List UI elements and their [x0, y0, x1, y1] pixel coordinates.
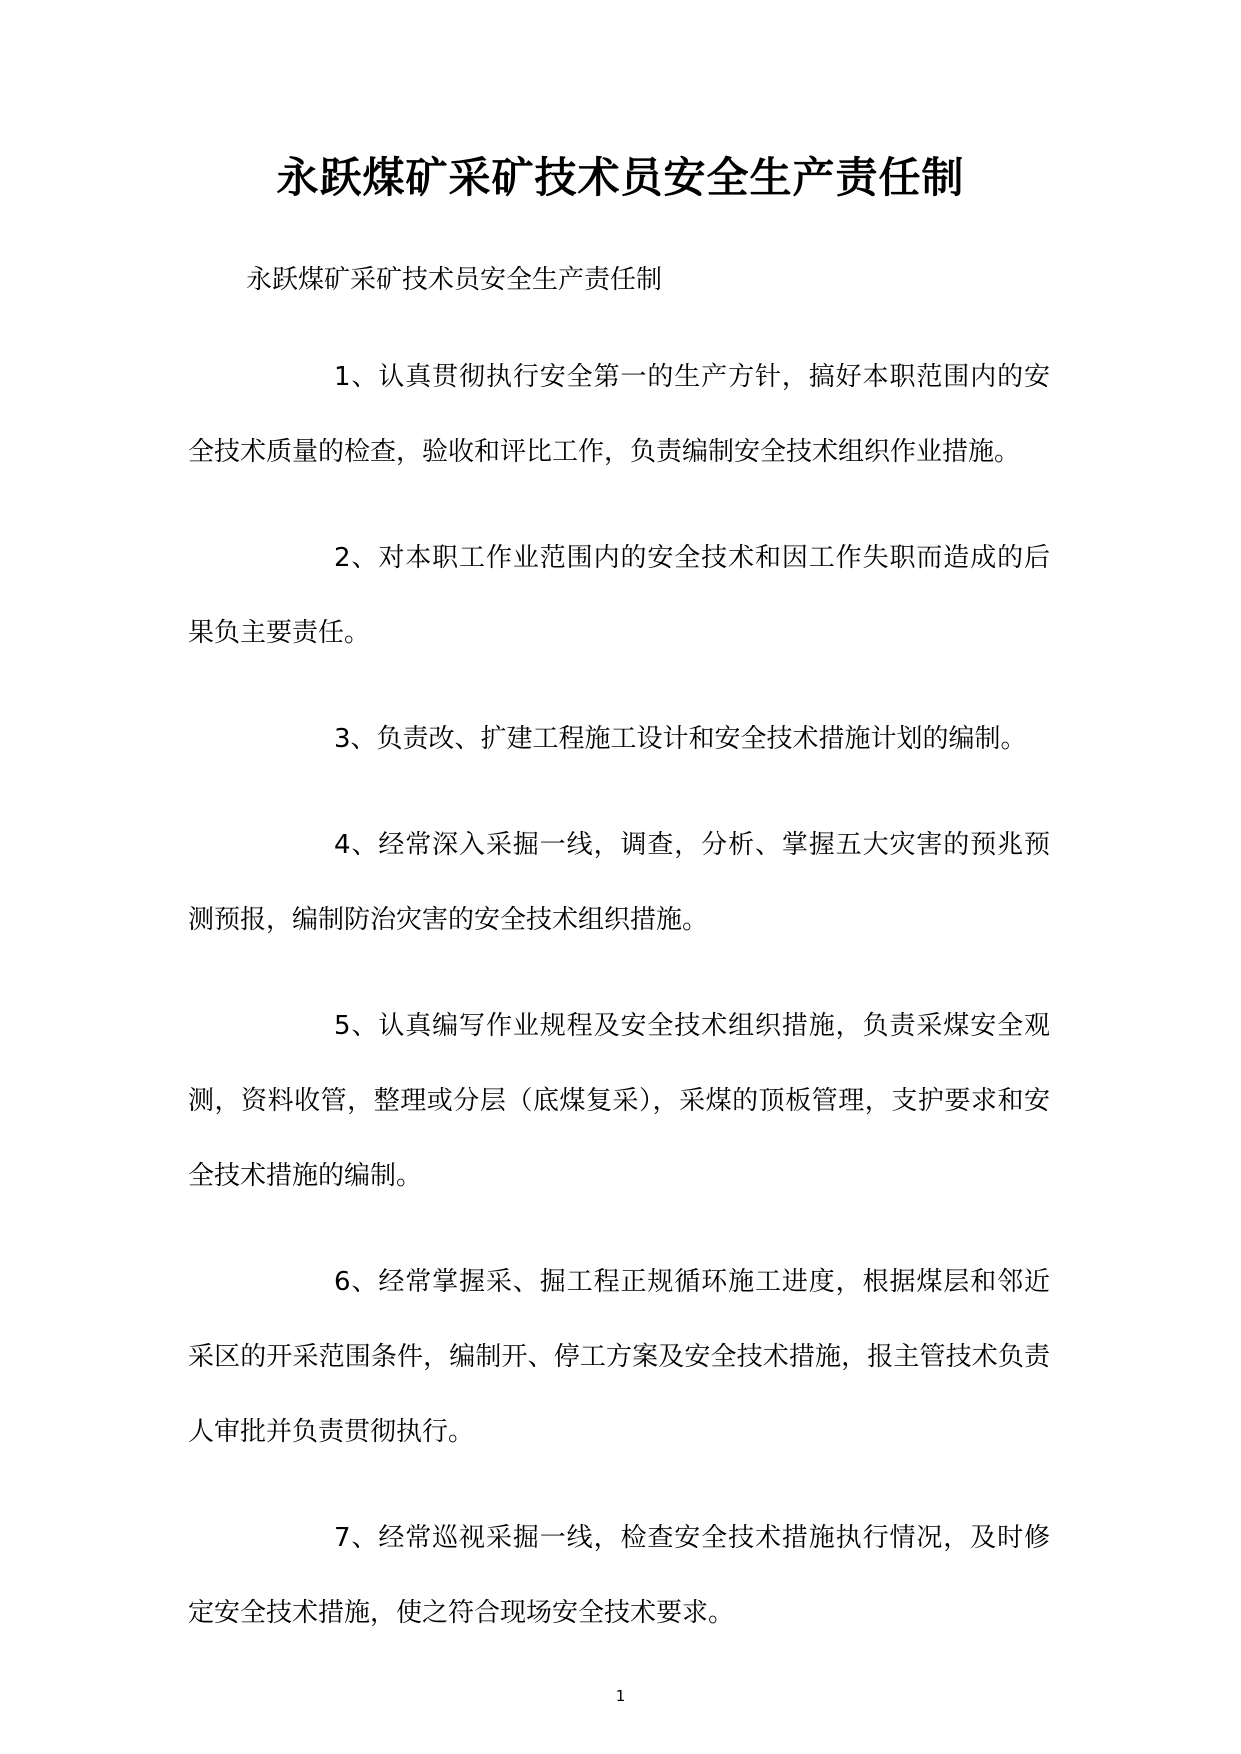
document-subtitle: 永跃煤矿采矿技术员安全生产责任制 [246, 265, 663, 295]
document-title: 永跃煤矿采矿技术员安全生产责任制 [276, 153, 965, 202]
document-body [188, 340, 1050, 1682]
paragraph-item-2: 2、对本职工作业范围内的安全技术和因工作失职而造成的后果负主要责任。 [188, 543, 1050, 648]
page-number: 1 [615, 1687, 626, 1705]
paragraph-item-1: 1、认真贯彻执行安全第一的生产方针，搞好本职范围内的安全技术质量的检查，验收和评比工作，负责编制安全技术组织作业措施。 [188, 362, 1050, 467]
paragraph-item-4: 4、经常深入采掘一线，调查，分析、掌握五大灾害的预兆预测预报，编制防治灾害的安全技术组织措施。 [188, 830, 1050, 935]
paragraph-item-3: 3、负责改、扩建工程施工设计和安全技术措施计划的编制。 [334, 724, 1027, 754]
paragraph-item-5: 5、认真编写作业规程及安全技术组织措施，负责采煤安全观测，资料收管，整理或分层（底煤复采），采煤的顶板管理，支护要求和安全技术措施的编制。 [188, 1011, 1050, 1191]
paragraph-item-7: 7、经常巡视采掘一线，检查安全技术措施执行情况，及时修定安全技术措施，使之符合现场安全技术要求。 [188, 1523, 1050, 1628]
paragraph-item-6: 6、经常掌握采、掘工程正规循环施工进度，根据煤层和邻近采区的开采范围条件，编制开、停工方案及安全技术措施，报主管技术负责人审批并负责贯彻执行。 [188, 1267, 1050, 1447]
